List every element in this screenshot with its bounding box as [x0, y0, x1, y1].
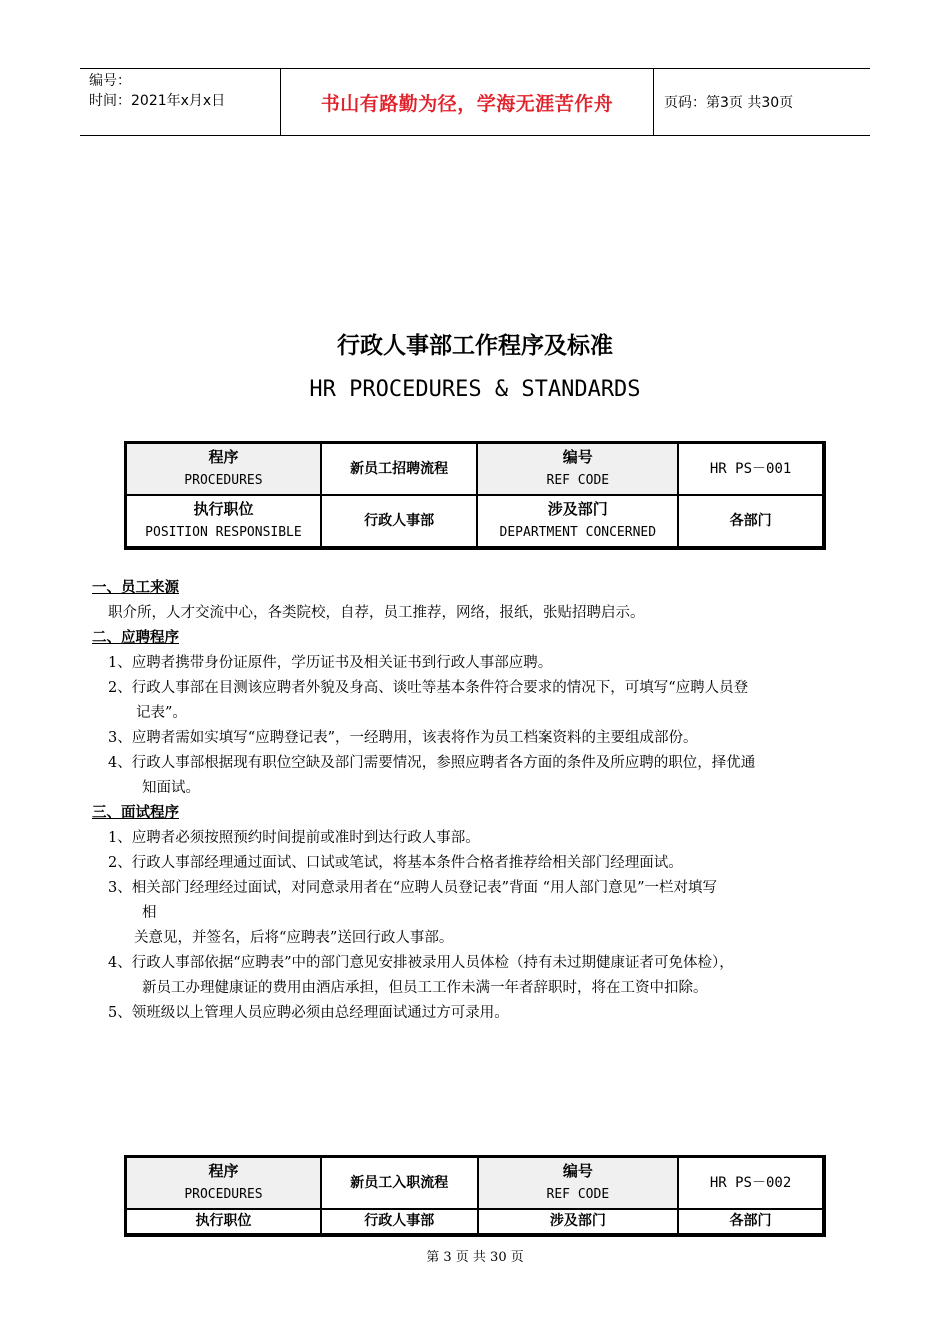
section-heading: 三、面试程序	[92, 805, 179, 821]
table-cell	[126, 1157, 321, 1209]
header-meta	[80, 69, 281, 135]
table-row	[126, 1157, 823, 1209]
table-cell: HR PS－002	[678, 1157, 823, 1209]
table-cell: 执行职位	[126, 1209, 321, 1234]
table-cell: 各部门	[678, 495, 823, 547]
cell-label-en: PROCEDURES	[184, 473, 263, 488]
table-cell: 各部门	[678, 1209, 823, 1234]
header-motto: 书山有路勤为径，学海无涯苦作舟	[281, 69, 654, 135]
cell-label-en: PROCEDURES	[184, 1187, 263, 1202]
cell-label-cn: 执行职位	[193, 500, 254, 518]
paragraph: 职介所，人才交流中心，各类院校，自荐，员工推荐，网络，报纸，张贴招聘启示。	[108, 605, 645, 621]
table-row	[126, 495, 823, 547]
list-item: 2、行政人事部经理通过面试、口试或笔试，将基本条件合格者推荐给相关部门经理面试。	[108, 855, 683, 871]
table-cell: 新员工招聘流程	[321, 443, 478, 495]
cell-label-en: POSITION RESPONSIBLE	[145, 525, 302, 540]
list-item: 相	[142, 905, 157, 921]
table-row	[126, 1209, 823, 1234]
cell-label-cn: 程序	[208, 448, 239, 466]
section-heading: 一、员工来源	[92, 580, 179, 596]
table-cell	[126, 443, 321, 495]
table-cell: 行政人事部	[321, 1209, 478, 1234]
cell-label-en: DEPARTMENT CONCERNED	[499, 525, 657, 540]
list-item: 5、领班级以上管理人员应聘必须由总经理面试通过方可录用。	[108, 1005, 509, 1021]
procedure-table-1	[124, 441, 826, 550]
list-item: 记表”。	[136, 705, 187, 721]
cell-label-cn: 程序	[208, 1162, 239, 1180]
list-item: 4、行政人事部根据现有职位空缺及部门需要情况，参照应聘者各方面的条件及所应聘的职位，择优通	[108, 755, 756, 771]
cell-label-en: REF CODE	[546, 1187, 610, 1202]
table-cell: HR PS－001	[678, 443, 823, 495]
page-footer: 第 3 页 共 30 页	[426, 1250, 524, 1265]
page-header	[80, 68, 870, 136]
document-title-cn: 行政人事部工作程序及标准	[337, 333, 613, 359]
table-row	[126, 443, 823, 495]
table-cell: 涉及部门	[478, 1209, 678, 1234]
list-item: 4、行政人事部依据“应聘表”中的部门意见安排被录用人员体检（持有未过期健康证者可免体检），	[108, 955, 734, 971]
section-heading: 二、应聘程序	[92, 630, 179, 646]
header-page-label: 页码：第3页 共30页	[664, 95, 794, 111]
cell-label-cn: 编号	[562, 448, 593, 466]
table-cell: 新员工入职流程	[321, 1157, 478, 1209]
list-item: 知面试。	[142, 780, 200, 796]
list-item: 1、应聘者携带身份证原件，学历证书及相关证书到行政人事部应聘。	[108, 655, 553, 671]
list-item: 2、行政人事部在目测该应聘者外貌及身高、谈吐等基本条件符合要求的情况下，可填写“应聘人员登	[108, 680, 749, 696]
cell-label-en: REF CODE	[546, 473, 610, 488]
list-item: 关意见，并签名，后将“应聘表”送回行政人事部。	[134, 930, 454, 946]
list-item: 新员工办理健康证的费用由酒店承担，但员工工作未满一年者辞职时，将在工资中扣除。	[142, 980, 708, 996]
cell-label-cn: 涉及部门	[547, 500, 608, 518]
cell-label-cn: 编号	[562, 1162, 593, 1180]
list-item: 3、相关部门经理经过面试，对同意录用者在“应聘人员登记表”背面 “用人部门意见”一栏对填写	[108, 880, 717, 896]
list-item: 3、应聘者需如实填写“应聘登记表”，一经聘用，该表将作为员工档案资料的主要组成部份。	[108, 730, 698, 746]
table-cell	[477, 495, 678, 547]
document-body	[92, 576, 862, 1026]
header-time-label: 时间：2021年x月x日	[89, 93, 226, 109]
document-title-en: HR PROCEDURES & STANDARDS	[309, 377, 641, 402]
table-cell	[477, 443, 678, 495]
table-cell	[126, 495, 321, 547]
header-code-label: 编号：	[89, 73, 131, 89]
table-cell: 行政人事部	[321, 495, 478, 547]
table-cell	[478, 1157, 678, 1209]
list-item: 1、应聘者必须按照预约时间提前或准时到达行政人事部。	[108, 830, 480, 846]
procedure-table-2	[124, 1155, 826, 1237]
